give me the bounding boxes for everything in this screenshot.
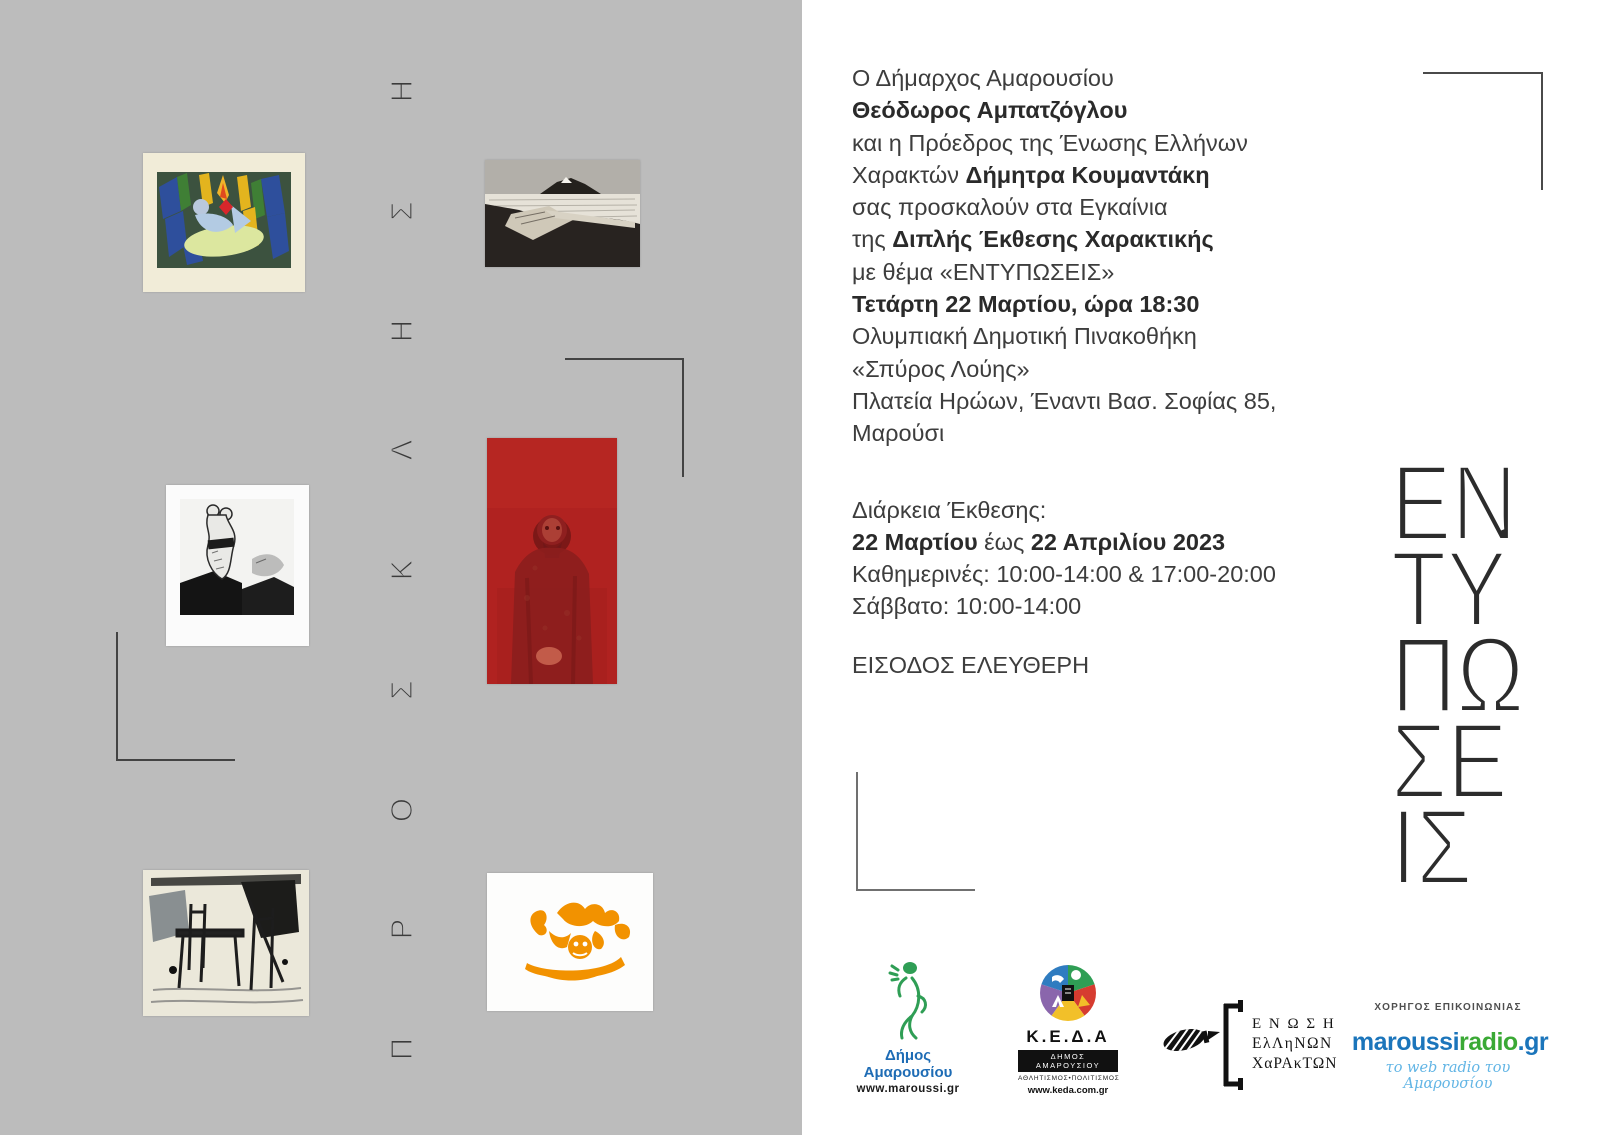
engravers-line2: ΕλΛηΝΩΝ (1252, 1035, 1333, 1052)
invite-line: Θεόδωρος Αμπατζόγλου (852, 97, 1128, 124)
invite-line-hours: Σάββατο: 10:00-14:00 (852, 593, 1082, 620)
runner-figure-icon (876, 956, 940, 1042)
artwork-orange-print (487, 873, 653, 1011)
keda-title: Κ.Ε.Δ.Α (1026, 1027, 1110, 1046)
keda-url: www.keda.com.gr (1027, 1085, 1109, 1096)
duration-paragraph (852, 494, 1322, 623)
artwork-chairs-print-image (143, 870, 309, 1016)
prosklisi-letter: Η (384, 79, 419, 103)
prosklisi-letter: Σ (384, 201, 419, 221)
free-entry-line (852, 649, 1322, 681)
entyposeis-row: ΣΕ (1391, 700, 1508, 821)
engravers-line3: ΧαΡΑκΤΩΝ (1252, 1055, 1338, 1072)
keda-bar: ΔΗΜΟΣ ΑΜΑΡΟΥΣΙΟΥ (1018, 1050, 1118, 1072)
invite-line: Διάρκεια Έκθεσης: (852, 496, 1047, 523)
artwork-chairs-print (143, 870, 309, 1016)
invite-line: και η Πρόεδρος της Ένωσης Ελλήνων (852, 129, 1248, 156)
prosklisi-letter: Σ (384, 680, 419, 700)
radio-tagline: το web radio του Αμαρουσίου (1385, 1060, 1511, 1092)
invite-line-address: Μαρούσι (852, 420, 945, 447)
entyposeis-row: ΕΝ (1391, 442, 1518, 563)
entyposeis-row: ΙΣ (1391, 786, 1473, 907)
entyposeis-row: ΠΩ (1391, 614, 1525, 735)
logo-maroussi-municipality (846, 956, 970, 1095)
artwork-orange-print-image (487, 873, 653, 1011)
invitation-text (852, 62, 1322, 681)
prosklisi-letter: Η (384, 319, 419, 342)
invite-line-address: Πλατεία Ηρώων, Έναντι Βασ. Σοφίας 85, (852, 387, 1277, 414)
logo-engravers-union (1158, 998, 1338, 1090)
invite-line: Ο Δήμαρχος Αμαρουσίου (852, 65, 1114, 91)
sponsor-label: ΧΟΡΗΓΟΣ ΕΠΙΚΟΙΝΩΝΙΑΣ (1374, 1002, 1522, 1013)
prosklisi-letter: Ο (384, 797, 419, 822)
engraving-tool-icon (1158, 998, 1244, 1090)
artwork-figures-etching (166, 485, 309, 646)
maroussi-radio-brand (1348, 1027, 1548, 1057)
prosklisi-letter: Λ (384, 439, 419, 461)
vertical-word-prosklisi (374, 74, 430, 1066)
logo-keda (1018, 963, 1118, 1096)
engravers-line1: Ε Ν Ω Σ Η (1252, 1016, 1336, 1032)
logo-maroussi-radio (1348, 1002, 1548, 1092)
invite-line: ΕΙΣΟΔΟΣ ΕΛΕΥΘΕΡΗ (852, 651, 1090, 678)
keda-subtitle: ΑΘΛΗΤΙΣΜΟΣ•ΠΟΛΙΤΙΣΜΟΣ (1018, 1075, 1120, 1082)
artwork-colorful-print-image (143, 153, 305, 292)
invite-line-venue: «Σπύρος Λούης» (852, 355, 1030, 382)
invite-line: Χαρακτών Δήμητρα Κουμαντάκη (852, 161, 1210, 188)
keda-circle-icon (1038, 963, 1098, 1023)
invite-line: σας προσκαλούν στα Εγκαίνια (852, 194, 1168, 221)
invite-line: της Διπλής Έκθεσης Χαρακτικής (852, 226, 1214, 253)
vertical-word-entyposeis (1391, 442, 1559, 907)
invite-line-dates: 22 Μαρτίου έως 22 Απριλίου 2023 (852, 528, 1226, 555)
invite-line-date: Τετάρτη 22 Μαρτίου, ώρα 18:30 (852, 291, 1200, 318)
entyposeis-row: ΤΥ (1391, 528, 1507, 649)
artwork-seascape-print (485, 160, 640, 267)
invitation-paragraph (852, 62, 1322, 450)
invite-line-hours: Καθημερινές: 10:00-14:00 & 17:00-20:00 (852, 561, 1276, 588)
artwork-red-portrait-image (487, 438, 617, 684)
radio-brand-text: maroussiradio.gr (1351, 1027, 1549, 1056)
prosklisi-letter: Π (384, 1037, 419, 1061)
maroussi-municipality-name: Δήμος Αμαρουσίου (863, 1047, 953, 1081)
prosklisi-letter: Ρ (384, 918, 419, 940)
artwork-seascape-print-image (485, 160, 640, 267)
artwork-red-portrait (487, 438, 617, 684)
invite-line: με θέμα «ΕΝΤΥΠΩΣΕΙΣ» (852, 258, 1115, 285)
engravers-union-name (1252, 1016, 1337, 1073)
maroussi-municipality-url: www.maroussi.gr (856, 1083, 960, 1095)
invite-line-venue: Ολυμπιακή Δημοτική Πινακοθήκη (852, 323, 1197, 350)
artwork-figures-etching-image (166, 485, 309, 646)
artwork-colorful-print (143, 153, 305, 292)
prosklisi-letter: Κ (384, 559, 419, 581)
